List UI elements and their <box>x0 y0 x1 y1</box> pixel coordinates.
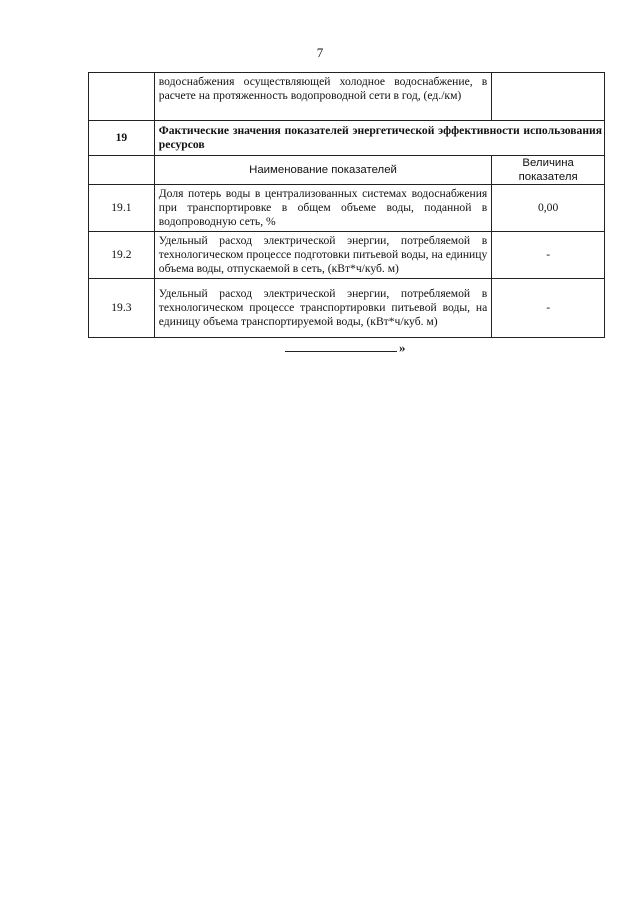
row-value <box>492 73 605 121</box>
table-row <box>89 232 605 279</box>
row-value: - <box>492 232 605 279</box>
row-name: Удельный расход электрической энергии, потребляемой в технологическом процессе подготовки питьевой воды, на единицу объема воды, отпускаемой в сеть, (кВт*ч/куб. м) <box>154 232 492 279</box>
row-number: 19.3 <box>89 279 155 338</box>
header-name: Наименование показателей <box>154 156 492 185</box>
row-number: 19.2 <box>89 232 155 279</box>
page-number: 7 <box>316 45 324 60</box>
row-number: 19.1 <box>89 185 155 232</box>
row-name: Удельный расход электрической энергии, потребляемой в технологическом процессе транспортировки питьевой воды, на единицу объема транспортируемой воды, (кВт*ч/куб. м) <box>154 279 492 338</box>
closing-quote: » <box>399 340 406 355</box>
underline-rule <box>285 341 397 352</box>
section-row <box>89 121 605 156</box>
table-row <box>89 73 605 121</box>
row-number <box>89 73 155 121</box>
row-value: 0,00 <box>492 185 605 232</box>
indicators-table <box>88 72 605 338</box>
row-name: водоснабжения осуществляющей холодное водоснабжение, в расчете на протяженность водопроводной сети в год, (ед./км) <box>154 73 492 121</box>
row-name: Доля потерь воды в централизованных системах водоснабжения при транспортировке в общем объеме воды, поданной в водопроводную сеть, % <box>154 185 492 232</box>
closing-mark <box>285 340 406 356</box>
table-row <box>89 279 605 338</box>
section-title: Фактические значения показателей энергетической эффективности использования ресурсов <box>154 121 604 156</box>
table-row <box>89 185 605 232</box>
column-header-row <box>89 156 605 185</box>
header-number-cell <box>89 156 155 185</box>
header-value: Величина показателя <box>492 156 605 185</box>
row-value: - <box>492 279 605 338</box>
section-number: 19 <box>89 121 155 156</box>
